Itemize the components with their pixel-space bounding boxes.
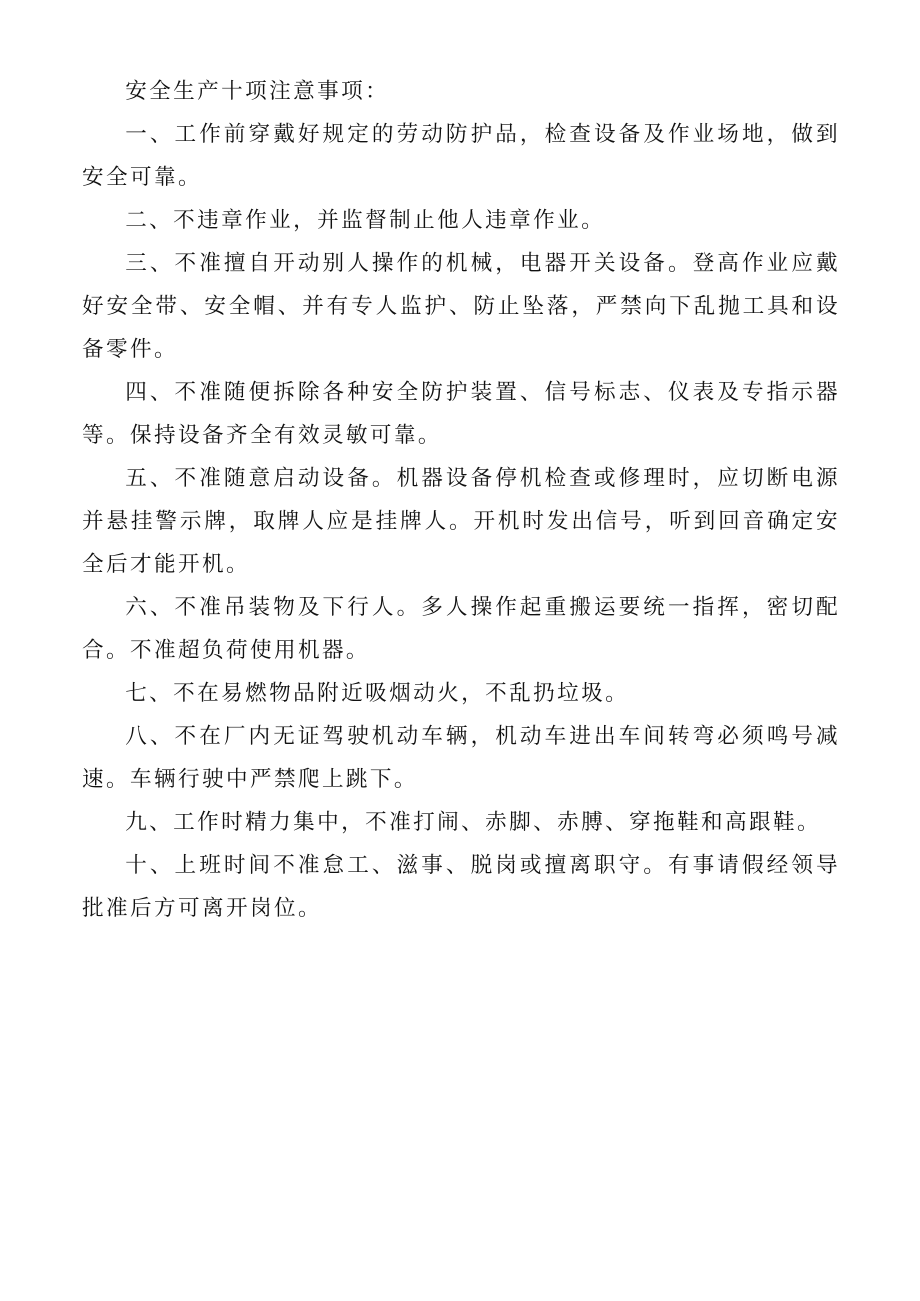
rule-item-9: 九、工作时精力集中，不准打闹、赤脚、赤膊、穿拖鞋和高跟鞋。 (125, 810, 822, 835)
rule-item-3: 三、不准擅自开动别人操作的机械，电器开关设备。登高作业应戴好安全带、安全帽、并有专人监护、防止坠落，严禁向下乱抛工具和设备零件。 (82, 251, 840, 362)
rule-item-1: 一、工作前穿戴好规定的劳动防护品，检查设备及作业场地，做到安全可靠。 (82, 122, 840, 190)
rule-item-8: 八、不在厂内无证驾驶机动车辆，机动车进出车间转弯必须鸣号减速。车辆行驶中严禁爬上跳下。 (82, 724, 840, 792)
rule-item-10: 十、上班时间不准怠工、滋事、脱岗或擅离职守。有事请假经领导批准后方可离开岗位。 (82, 853, 840, 921)
rule-item-2: 二、不违章作业，并监督制止他人违章作业。 (125, 208, 606, 233)
rule-item-4: 四、不准随便拆除各种安全防护装置、信号标志、仪表及专指示器等。保持设备齐全有效灵敏可靠。 (82, 380, 840, 448)
document-title: 安全生产十项注意事项： (125, 79, 390, 104)
rule-item-6: 六、不准吊装物及下行人。多人操作起重搬运要统一指挥，密切配合。不准超负荷使用机器。 (82, 595, 840, 663)
document-page (82, 70, 840, 930)
rule-item-5: 五、不准随意启动设备。机器设备停机检查或修理时，应切断电源并悬挂警示牌，取牌人应是挂牌人。开机时发出信号，听到回音确定安全后才能开机。 (82, 466, 840, 577)
rule-item-7: 七、不在易燃物品附近吸烟动火，不乱扔垃圾。 (125, 681, 630, 706)
